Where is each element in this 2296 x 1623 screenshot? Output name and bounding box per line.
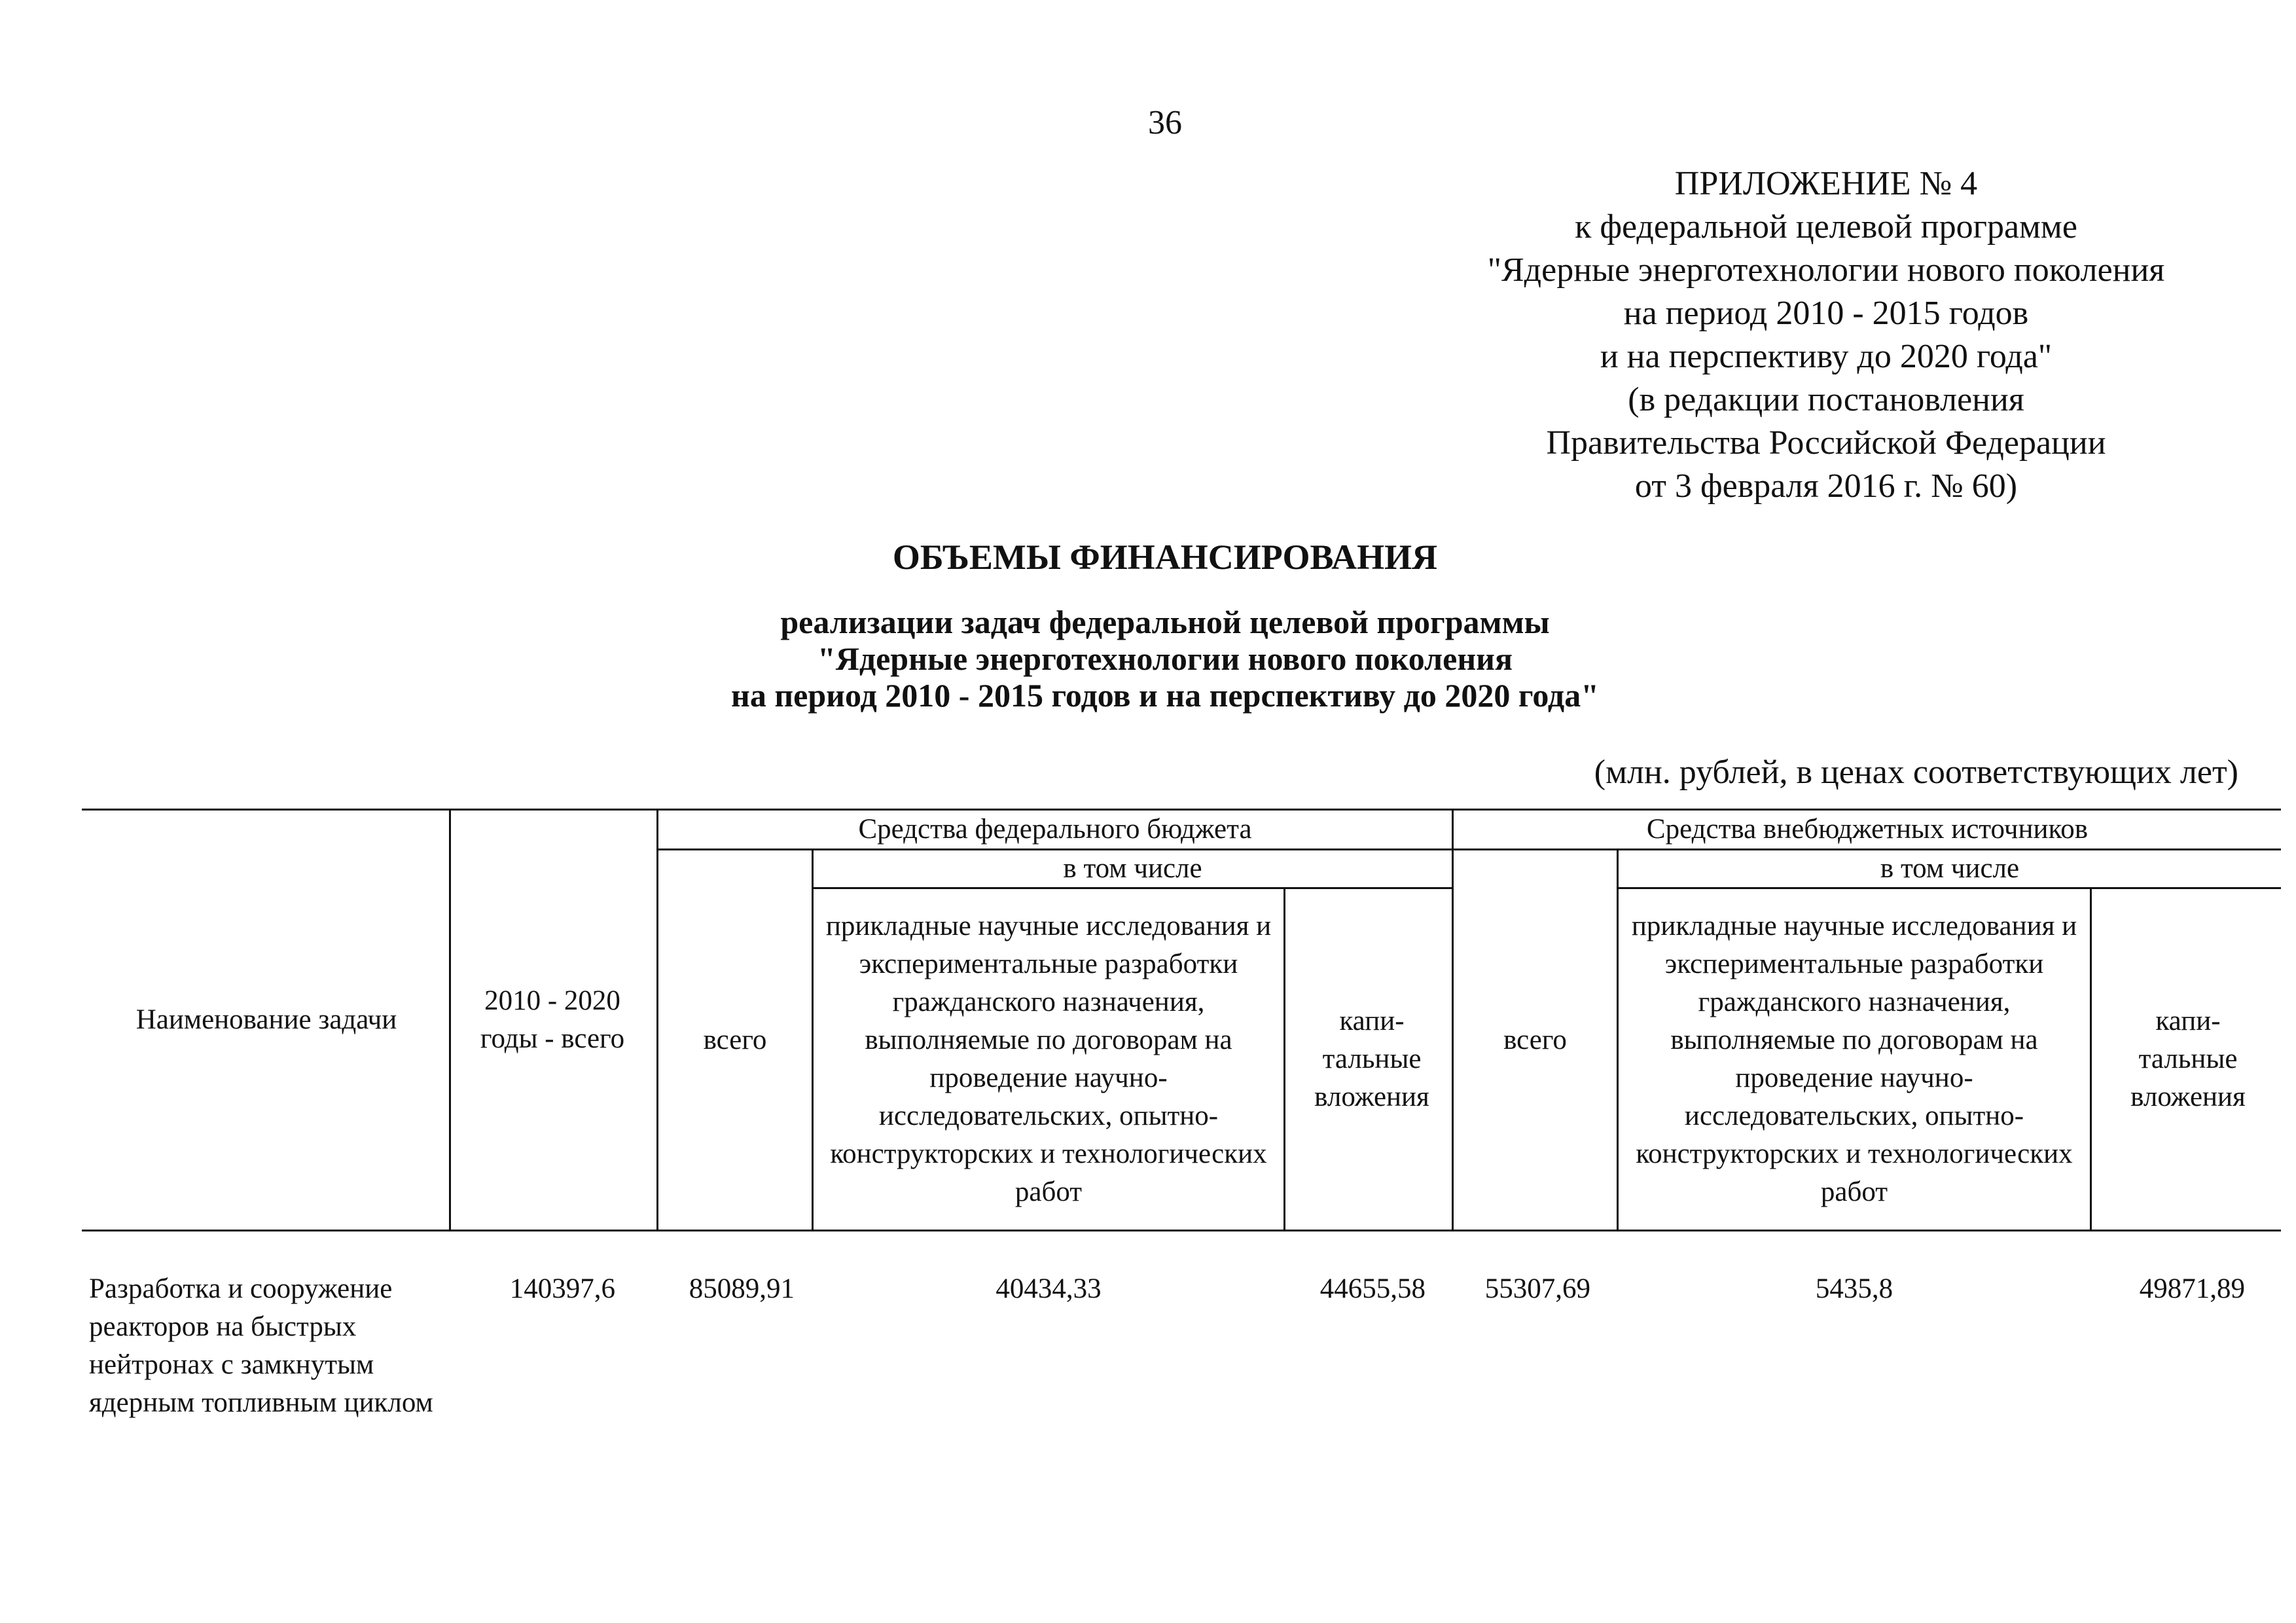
appendix-line: ПРИЛОЖЕНИЕ № 4: [1674, 165, 1978, 202]
appendix-line: (в редакции постановления: [1628, 381, 2024, 418]
header-ext-capital: капи-тальные вложения: [2130, 1006, 2246, 1112]
col-divider: [2090, 887, 2092, 1231]
ext-research-cell: 5435,8: [1815, 1273, 1893, 1304]
header-fed-total: всего: [703, 1024, 767, 1055]
col-divider: [1283, 887, 1285, 1231]
header-ext-including: в том числе: [1880, 853, 2020, 884]
appendix-line: Правительства Российской Федерации: [1546, 424, 2106, 462]
header-task-name: Наименование задачи: [135, 1004, 397, 1035]
col-divider: [812, 848, 814, 1231]
header-fed-including: в том числе: [1063, 853, 1202, 884]
header-federal-budget: Средства федерального бюджета: [858, 814, 1252, 845]
subtitle-line: на период 2010 - 2015 годов и на перспективу до 2020 года": [731, 677, 1599, 714]
header-total-period: 2010 - 2020 годы - всего: [480, 985, 625, 1054]
page-number: 36: [1148, 104, 1182, 141]
appendix-line: "Ядерные энерготехнологии нового поколения: [1487, 251, 2165, 289]
appendix-line: от 3 февраля 2016 г. № 60): [1634, 467, 2018, 505]
fed-total-cell: 85089,91: [689, 1273, 795, 1304]
col-divider: [449, 809, 451, 1231]
fed-capital-cell: 44655,58: [1319, 1273, 1426, 1304]
header-fed-research: прикладные научные исследования и экспериментальные разработки гражданского назначения, выполняемые по договорам на проведение научно-исследовательских, опытно-конструкторских и технологических работ: [825, 911, 1272, 1207]
header-ext-total: всего: [1503, 1024, 1567, 1055]
ext-total-cell: 55307,69: [1484, 1273, 1590, 1304]
appendix-line: и на перспективу до 2020 года": [1600, 338, 2053, 375]
document-subtitle: [327, 604, 2003, 714]
appendix-line: к федеральной целевой программе: [1575, 208, 2077, 246]
appendix-block: [1414, 162, 2238, 508]
total-period-cell: 140397,6: [509, 1273, 615, 1304]
subtitle-line: реализации задач федеральной целевой программы: [780, 604, 1550, 640]
col-divider: [1617, 848, 1619, 1231]
document-title: ОБЪЕМЫ ФИНАНСИРОВАНИЯ: [892, 538, 1438, 577]
header-fed-capital: капи-тальные вложения: [1314, 1006, 1429, 1112]
appendix-line: на период 2010 - 2015 годов: [1623, 295, 2029, 332]
task-name-cell: Разработка и сооружение реакторов на быстрых нейтронах с замкнутым ядерным топливным циклом: [89, 1273, 433, 1418]
header-bottom-border: [82, 1230, 2281, 1231]
units-note: (млн. рублей, в ценах соответствующих лет): [1594, 754, 2238, 791]
header-extra-budget: Средства внебюджетных источников: [1646, 814, 2089, 845]
ext-capital-cell: 49871,89: [2139, 1273, 2245, 1304]
header-ext-research: прикладные научные исследования и экспериментальные разработки гражданского назначения, выполняемые по договорам на проведение научно-исследовательских, опытно-конструкторских и технологических работ: [1631, 911, 2077, 1207]
fed-research-cell: 40434,33: [996, 1273, 1102, 1304]
subtitle-line: "Ядерные энерготехнологии нового поколения: [817, 640, 1513, 677]
